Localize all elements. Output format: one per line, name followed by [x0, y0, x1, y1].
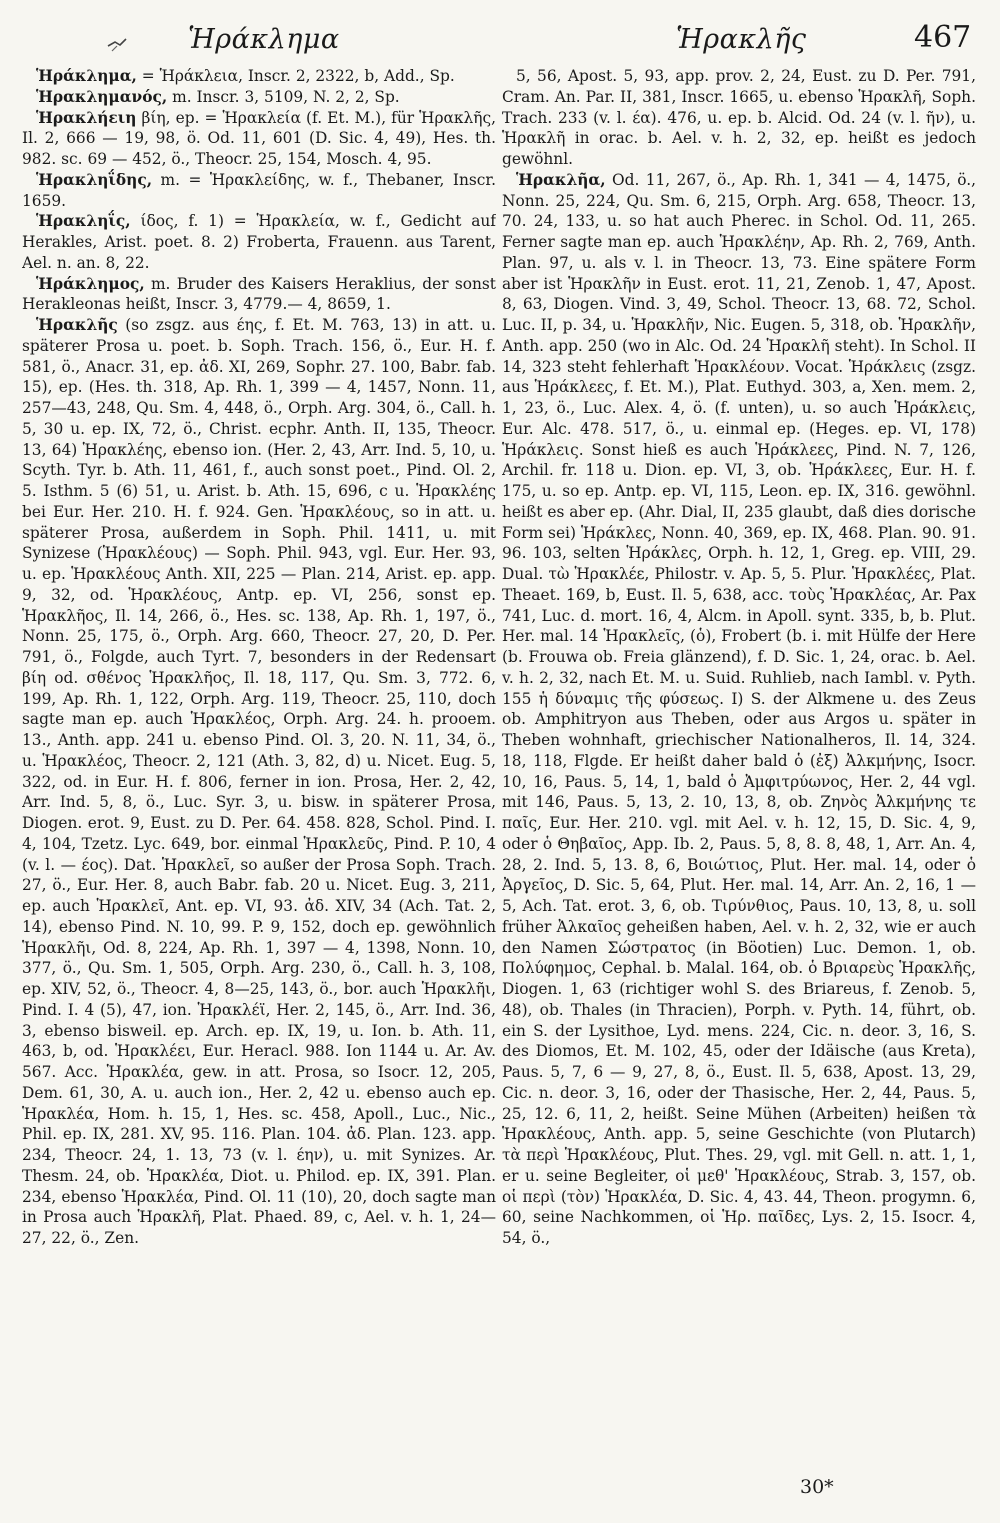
dictionary-entry: [502, 170, 976, 1249]
entry-text: Od. 11, 267, ö., Ap. Rh. 1, 341 — 4, 1475, ö., Nonn. 25, 224, Qu. Sm. 6, 215, Orph. Arg. 658, Theocr. 13, 70. 24, 133, u. so hat auch Pherec. in Schol. Od. 11, 265. Ferner sagte man ep. auch Ἡρακλέην, Ap. Rh. 2, 769, Anth. Plan. 97, u. als v. l. in Theocr. 13, 73. Eine spätere Form aber ist Ἡρακλῆν in Eust. erot. 11, 21, Zenob. 1, 47, Apost. 8, 63, Diogen. Vind. 3, 49, Schol. Theocr. 13, 68. 72, Schol. Luc. II, p. 34, u. Ἡρακλῆν, Nic. Eugen. 5, 318, ob. Ἡρακλῆν, Anth. app. 250 (wo in Alc. Od. 24 Ἡρακλῆ steht). In Schol. II 14, 323 steht fehlerhaft Ἡρακλέουν. Vocat. Ἡράκλεις (zsgz. aus Ἡράκλεες, f. Et. M.), Plat. Euthyd. 303, a, Xen. mem. 2, 1, 23, ö., Luc. Alex. 4, ö. (f. unten), u. so auch Ἡράκλεις, Eur. Alc. 478. 517, ö., u. einmal ep. (Heges. ep. VI, 178) Ἡράκλεις. Sonst hieß es auch Ἡράκλεες, Pind. N. 7, 126, Archil. fr. 118 u. Dion. ep. VI, 3, ob. Ἡράκλεες, Eur. H. f. 175, u. so ep. Antp. ep. VI, 115, Leon. ep. IX, 316. gewöhnl. heißt es aber ep. (Ahr. Dial, II, 235 glaubt, daß dies dorische Form sei) Ἡράκλες, Nonn. 40, 369, ep. IX, 468. Plan. 90. 91. 96. 103, selten Ἡράκλες, Orph. h. 12, 1, Greg. ep. VIII, 29. Dual. τὼ Ἡρακλέε, Philostr. v. Ap. 5, 5. Plur. Ἡρακλέες, Plat. Theaet. 169, b, Eust. Il. 5, 638, acc. τοὺς Ἡρακλέας, Ar. Pax 741, Luc. d. mort. 16, 4, Alcm. in Apoll. synt. 335, b, b. Plut. Her. mal. 14 Ἡρακλεῖς, (ὁ), Frobert (b. i. mit Hülfe der Here (b. Frouwa ob. Freia glänzend), f. D. Sic. 1, 24, orac. b. Ael. v. h. 2, 32, nach Et. M. u. Suid. Ruhlieb, nach Iambl. v. Pyth. 155 ἡ δύναμις τῆς φύσεως. I) S. der Alkmene u. des Zeus ob. Amphitryon aus Theben, oder aus Argos u. später in Theben wohnhaft, griechischer Nationalheros, Il. 14, 324. 18, 118, Flgde. Er heißt daher bald ὁ (ἐξ) Ἀλκμήνης, Isocr. 10, 16, Paus. 5, 14, 1, bald ὁ Ἀμφιτρύωνος, Her. 2, 44 vgl. mit 146, Paus. 5, 13, 2. 10, 13, 8, ob. Ζηνὸς Ἀλκμήνης τε παῖς, Eur. Her. 210. vgl. mit Ael. v. h. 12, 15, D. Sic. 4, 9, oder ὁ Θηβαῖος, App. Ib. 2, Paus. 5, 8, 8. 8, 48, 1, Arr. An. 4, 28, 2. Ind. 5, 13. 8, 6, Βοιώτιος, Plut. Her. mal. 14, oder ὁ Ἀργεῖος, D. Sic. 5, 64, Plut. Her. mal. 14, Arr. An. 2, 16, 1 — 5, Ach. Tat. erot. 3, 6, ob. Τιρύνθιος, Paus. 10, 13, 8, u. soll früher Ἀλκαῖος geheißen haben, Ael. v. h. 2, 32, wie er auch den Namen Σώστρατος (in Böotien) Luc. Demon. 1, ob. Πολύφημος, Cephal. b. Malal. 164, ob. ὁ Βριαρεὺς Ἡρακλῆς, Diogen. 1, 63 (richtiger wohl S. des Briareus, f. Zenob. 5, 48), ob. Thales (in Thracien), Porph. v. Pyth. 14, führt, ob. ein S. der Lysithoe, Lyd. mens. 224, Cic. n. deor. 3, 16, S. des Diomos, Et. M. 102, 45, oder der Idäische (aus Kreta), Paus. 5, 7, 6 — 9, 27, 8, ö., Eust. Il. 5, 638, Apost. 13, 29, Cic. n. deor. 3, 16, oder der Thasische, Her. 2, 44, Paus. 5, 25, 12. 6, 11, 2, heißt. Seine Mühen (Arbeiten) heißen τὰ Ἡρακλέους, Anth. app. 5, seine Geschichte (von Plutarch) τὰ περὶ Ἡρακλέους, Plut. Thes. 29, vgl. mit Gell. n. att. 1, 1, er u. seine Begleiter, οἱ μεθ' Ἡρακλέους, Strab. 3, 157, ob. οἱ περὶ (τὸν) Ἡρακλέα, D. Sic. 4, 43. 44, Theon. progymn. 6, 60, seine Nachkommen, οἱ Ἡρ. παῖδες, Lys. 2, 15. Isocr. 4, 54, ö.,: [502, 170, 976, 1247]
entry-text: βίη, ep. = Ἡρακλεία (f. Et. M.), für Ἡρακλῆς, Il. 2, 666 — 19, 98, ö. Od. 11, 601 (D. Sic. 4, 49), Hes. th. 982. sc. 69 — 452, ö., Theocr. 25, 154, Mosch. 4, 95.: [22, 108, 496, 168]
entry-headword: Ἡρακλῆα,: [516, 170, 606, 189]
dictionary-entry: [22, 211, 496, 273]
dictionary-entry: [22, 87, 496, 108]
page-header: [0, 10, 1000, 54]
dictionary-entry-continued: [502, 66, 976, 170]
entry-headword: Ἡρακλῆς: [36, 316, 118, 334]
right-guide-word: Ἡρακλῆς: [676, 24, 807, 55]
entry-headword: Ἡρακληΐς,: [36, 212, 131, 231]
entry-headword: Ἡρακληΐδης,: [36, 170, 153, 189]
pencil-mark-icon: [106, 34, 128, 54]
entry-headword: Ἡράκλημος,: [36, 274, 145, 293]
dictionary-entry: [22, 274, 496, 316]
entry-text: m. Bruder des Kaisers Heraklius, der sonst Herakleonas heißt, Inscr. 3, 4779.— 4, 8659, 1.: [22, 274, 496, 314]
entry-text: ίδος, f. 1) = Ἡρακλεία, w. f., Gedicht auf Herakles, Arist. poet. 8. 2) Froberta, Frauenn. aus Tarent, Ael. n. an. 8, 22.: [22, 212, 496, 272]
entry-text: m. = Ἡρακλείδης, w. f., Thebaner, Inscr. 1659.: [22, 170, 496, 210]
entry-text: = Ἡράκλεια, Inscr. 2, 2322, b, Add., Sp.: [136, 67, 455, 85]
dictionary-entry: [22, 108, 496, 170]
entry-headword: Ἡράκλημα,: [36, 67, 137, 85]
page-number: 467: [914, 20, 972, 55]
dictionary-entry: [22, 170, 496, 212]
signature-mark: 30*: [800, 1476, 834, 1498]
dictionary-entry: [22, 315, 496, 1249]
entry-headword: Ἡρακλήειη: [36, 108, 137, 127]
left-guide-word: Ἡράκλημα: [188, 24, 340, 55]
entry-text: m. Inscr. 3, 5109, N. 2, 2, Sp.: [167, 87, 400, 106]
entry-text: (so zsgz. aus έης, f. Et. M. 763, 13) in att. u. späterer Prosa u. poet. b. Soph. Trach. 156, ö., Eur. H. f. 581, ö., Anacr. 31, ep. ἀδ. XI, 269, Sophr. 27. 100, Babr. fab. 15), ep. (Hes. th. 318, Ap. Rh. 1, 399 — 4, 1457, Nonn. 11, 257—43, 248, Qu. Sm. 4, 448, ö., Orph. Arg. 304, ö., Call. h. 5, 30 u. ep. IX, 72, ö., Christ. ecphr. Anth. II, 135, Theocr. 13, 64) Ἡρακλέης, ebenso ion. (Her. 2, 43, Arr. Ind. 5, 10, u. Scyth. Tyr. b. Ath. 11, 461, f., auch sonst poet., Pind. Ol. 2, 5. Isthm. 5 (6) 51, u. Arist. b. Ath. 15, 696, c u. Ἡρακλέης bei Eur. Her. 210. H. f. 924. Gen. Ἡρακλέους, so in att. u. späterer Prosa, außerdem in Soph. Phil. 1411, u. mit Synizese (Ἡρακλέους) — Soph. Phil. 943, vgl. Eur. Her. 93, u. ep. Ἡρακλέους Anth. XII, 225 — Plan. 214, Arist. ep. app. 9, 32, od. Ἡρακλέους, Antp. ep. VI, 256, sonst ep. Ἡρακλῆος, Il. 14, 266, ö., Hes. sc. 138, Ap. Rh. 1, 197, ö., Nonn. 25, 175, ö., Orph. Arg. 660, Theocr. 27, 20, D. Per. 791, ö., Folgde, auch Tyrt. 7, besonders in der Redensart βίη od. σθένος Ἡρακλῆος, Il. 18, 117, Qu. Sm. 3, 772. 6, 199, Ap. Rh. 1, 122, Orph. Arg. 119, Theocr. 25, 110, doch sagte man ep. auch Ἡρακλέος, Orph. Arg. 24. h. prooem. 13., Anth. app. 241 u. ebenso Pind. Ol. 3, 20. N. 11, 34, ö., u. Ἡρακλέος, Theocr. 2, 121 (Ath. 3, 82, d) u. Nicet. Eug. 5, 322, od. in Eur. H. f. 806, ferner in ion. Prosa, Her. 2, 42, Arr. Ind. 5, 8, ö., Luc. Syr. 3, u. bisw. in späterer Prosa, Diogen. erot. 9, Eust. zu D. Per. 64. 458. 828, Schol. Pind. I. 4, 104, Tzetz. Lyc. 649, bor. einmal Ἡρακλεῦς, Pind. P. 10, 4 (v. l. — έος). Dat. Ἡρακλεῖ, so außer der Prosa Soph. Trach. 27, ö., Eur. Her. 8, auch Babr. fab. 20 u. Nicet. Eug. 3, 211, ep. auch Ἡρακλεῖ, Ant. ep. VI, 93. ἀδ. XIV, 34 (Ach. Tat. 2, 14), ebenso Pind. N. 10, 99. P. 9, 152, doch ep. gewöhnlich Ἡρακλῆι, Od. 8, 224, Ap. Rh. 1, 397 — 4, 1398, Nonn. 10, 377, ö., Qu. Sm. 1, 505, Orph. Arg. 230, ö., Call. h. 3, 108, ep. XIV, 52, ö., Theocr. 4, 8—25, 143, ö., bor. auch Ἡρακλῆι, Pind. I. 4 (5), 47, ion. Ἡρακλέϊ, Her. 2, 145, ö., Arr. Ind. 36, 3, ebenso bisweil. ep. Arch. ep. IX, 19, u. Ion. b. Ath. 11, 463, b, od. Ἡρακλέει, Eur. Heracl. 988. Ion 1144 u. Ar. Av. 567. Acc. Ἡρακλέα, gew. in att. Prosa, so Isocr. 12, 205, Dem. 61, 30, A. u. auch ion., Her. 2, 42 u. ebenso auch ep. Ἡρακλέα, Hom. h. 15, 1, Hes. sc. 458, Apoll., Luc., Nic., Phil. ep. IX, 281. XV, 95. 116. Plan. 104. ἀδ. Plan. 123. app. 234, Theocr. 24, 1. 13, 73 (v. l. έην), u. mit Synizes. Ar. Thesm. 24, ob. Ἡρακλέα, Diot. u. Philod. ep. IX, 391. Plan. 234, ebenso Ἡρακλέα, Pind. Ol. 11 (10), 20, doch sagte man in Prosa auch Ἡρακλῆ, Plat. Phaed. 89, c, Ael. v. h. 1, 24—27, 22, ö., Zen.: [22, 316, 496, 1247]
entry-text: 5, 56, Apost. 5, 93, app. prov. 2, 24, Eust. zu D. Per. 791, Cram. An. Par. II, 381, Inscr. 1665, u. ebenso Ἡρακλῆ, Soph. Trach. 233 (v. l. έα). 476, u. ep. b. Alcid. Od. 24 (v. l. ῆν), u. Ἡρακλῆ in orac. b. Ael. v. h. 2, 32, ep. heißt es jedoch gewöhnl.: [502, 67, 976, 168]
dictionary-entry: [22, 66, 496, 87]
entry-headword: Ἡρακλημανός,: [36, 87, 168, 106]
left-column: [22, 66, 496, 1466]
right-column: [502, 66, 976, 1466]
